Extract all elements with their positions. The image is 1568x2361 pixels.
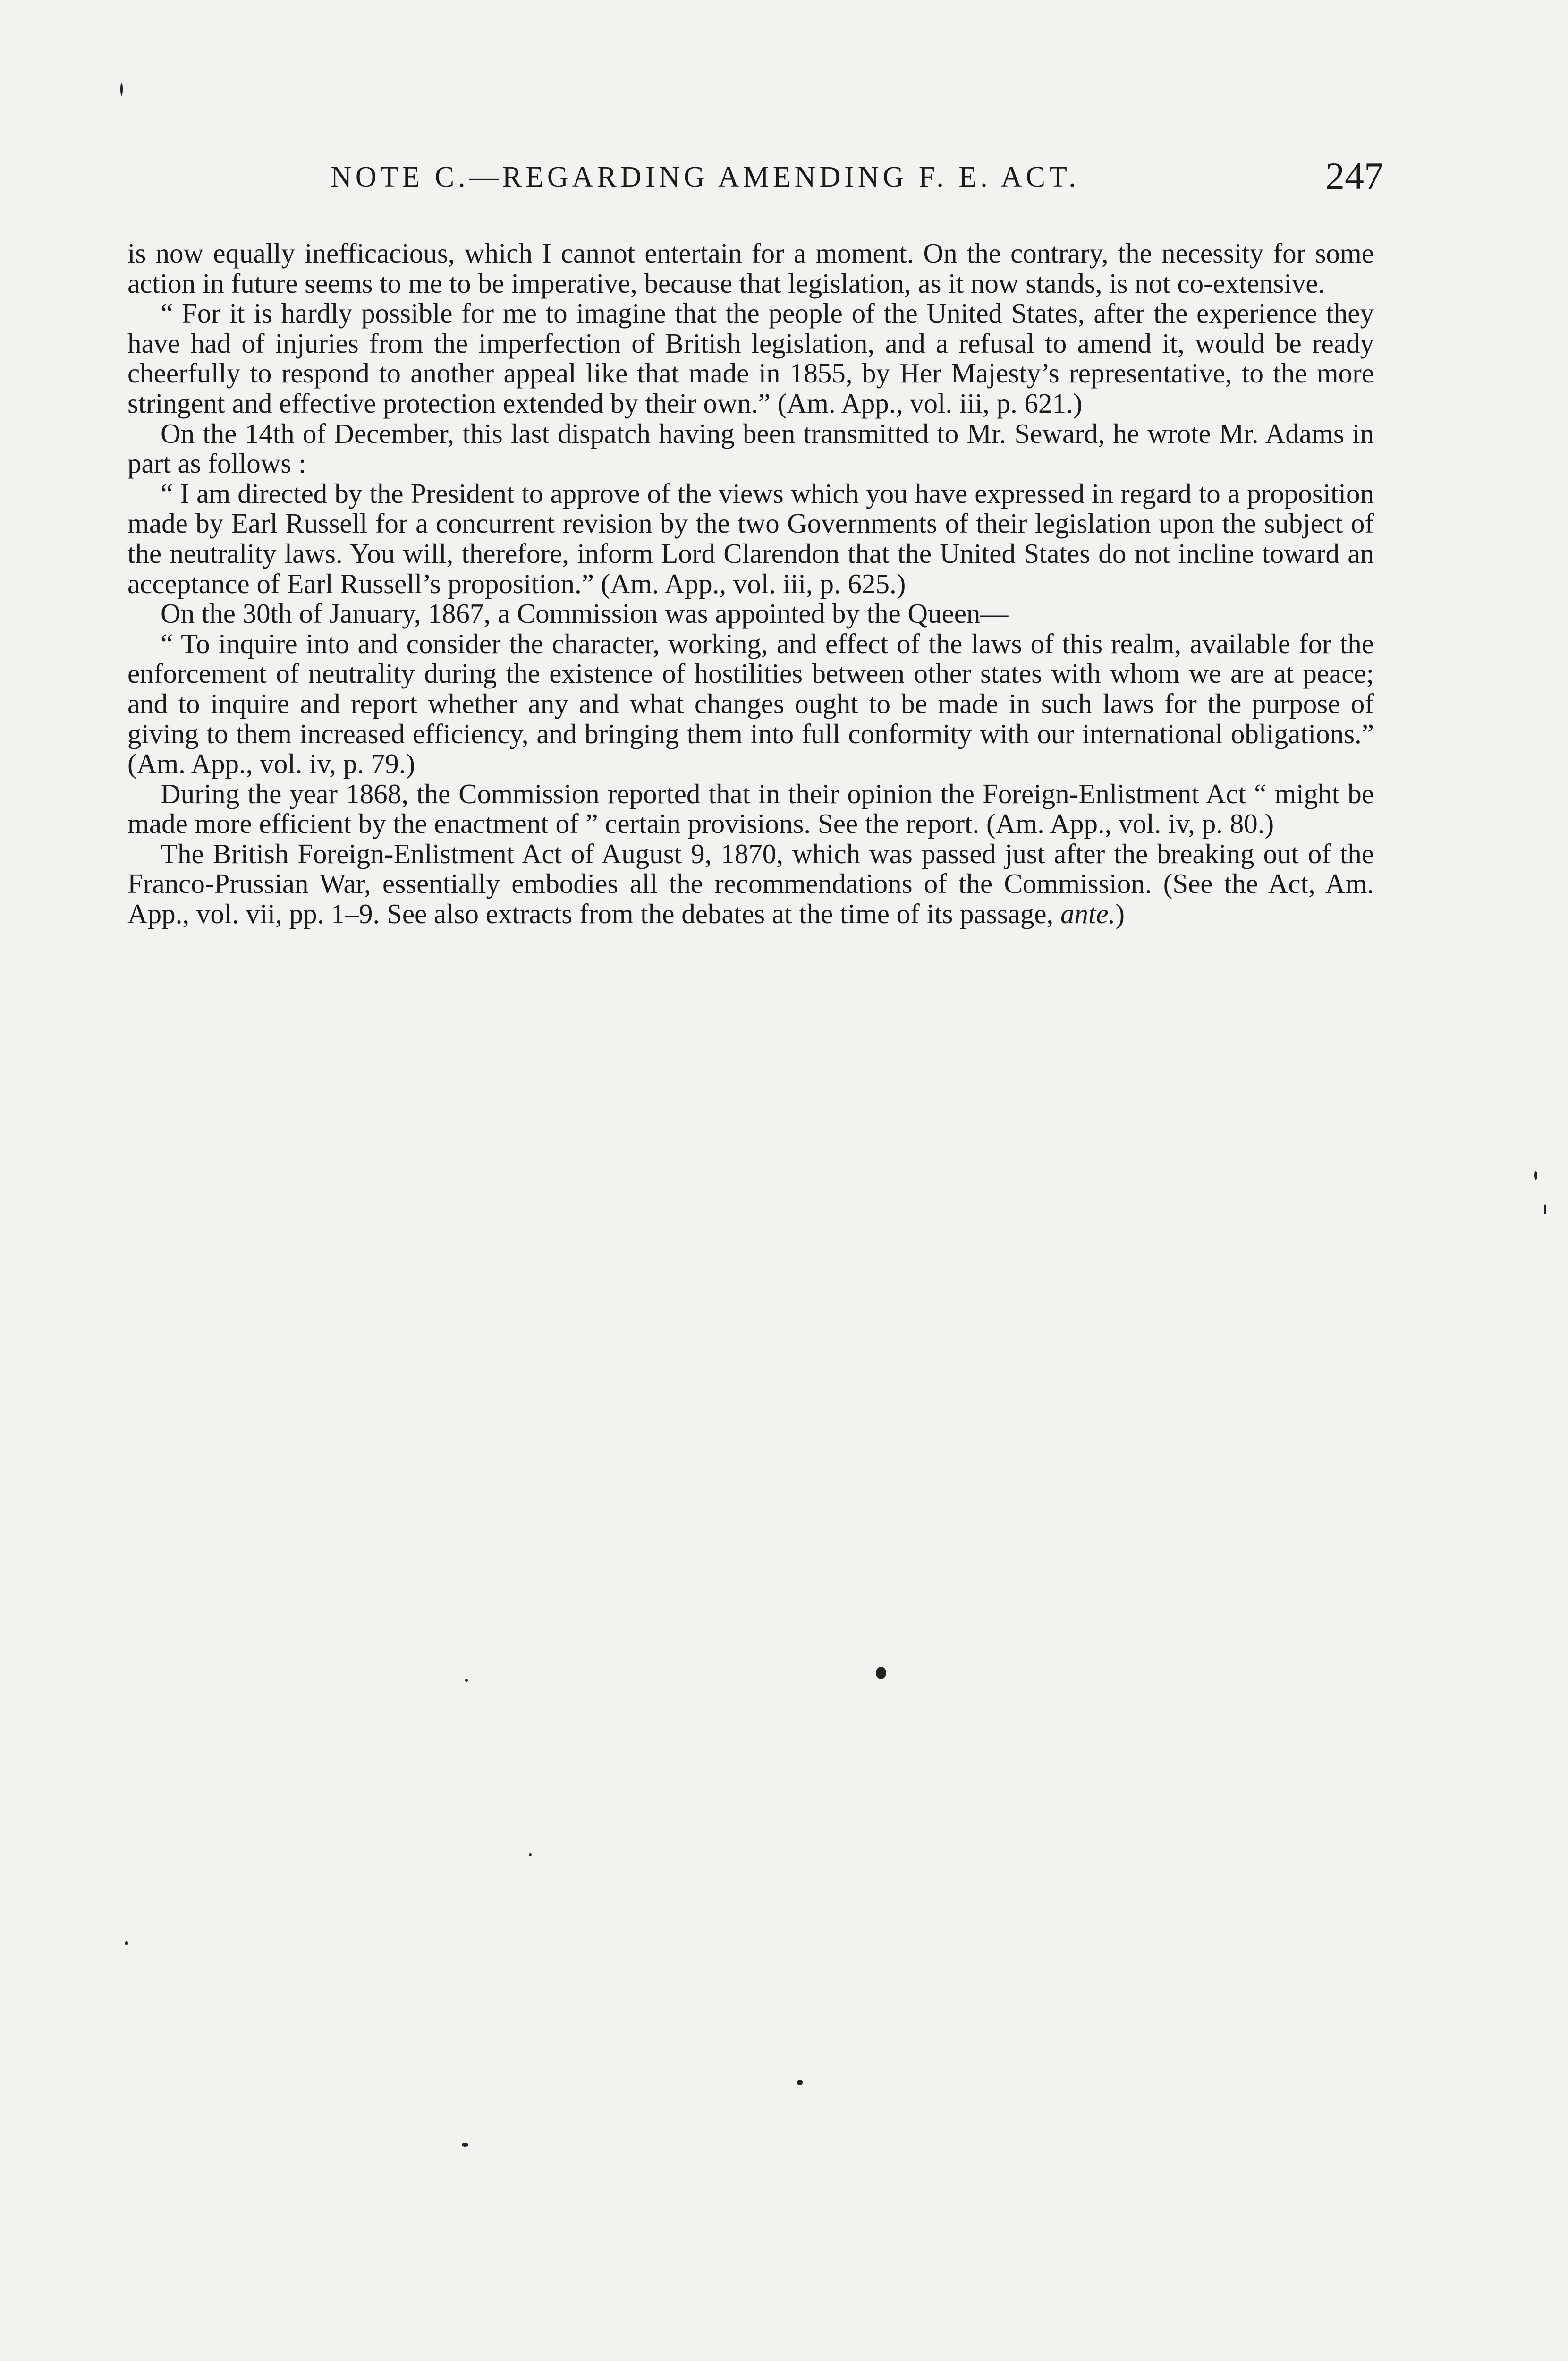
running-head: [127, 156, 1383, 208]
paragraph-text: The British Foreign-Enlistment Act of August 9, 1870, which was passed just after the breaking out of the Franco-Prussian War, essentially embodies all the recommendations of the Commission. (See the Act, Am. App., vol. vii, pp. 1–9. See also extracts from the debates at the time of its passage,: [127, 838, 1374, 930]
scan-speck: [462, 2143, 468, 2147]
paragraph: On the 14th of December, this last dispatch having been transmitted to Mr. Seward, he wrote Mr. Adams in part as follows :: [127, 417, 1374, 479]
scan-speck: [1534, 1171, 1537, 1180]
scan-speck: [465, 1679, 468, 1682]
scan-speck: [125, 1941, 128, 1945]
italic-reference: ante.: [1060, 898, 1116, 930]
quoted-paragraph: “ For it is hardly possible for me to imagine that the people of the United States, after the experience they have had of injuries from the imperfection of British legislation, and a refusal to amend it, would be ready cheerfully to respond to another appeal like that made in 1855, by Her Majesty’s representative, to the more stringent and effective protection extended by their own.” (Am. App., vol. iii, p. 621.): [127, 297, 1374, 419]
paragraph: is now equally inefficacious, which I cannot entertain for a moment. On the contrary, the necessity for some action in future seems to me to be imperative, because that legislation, as it now stands, is not co-extensive.: [127, 238, 1374, 299]
scan-speck: [1544, 1204, 1546, 1214]
scan-speck: [876, 1667, 886, 1679]
body-text: [127, 238, 1374, 929]
running-title: NOTE C.—REGARDING AMENDING F. E. ACT.: [331, 161, 1080, 193]
paragraph: During the year 1868, the Commission reported that in their opinion the Foreign-Enlistment Act “ might be made more efficient by the enactment of ” certain provisions. See the report. (Am. App., vol. iv, p. 80.): [127, 778, 1374, 840]
paragraph: [127, 839, 1374, 929]
quoted-paragraph: “ To inquire into and consider the character, working, and effect of the laws of this realm, available for the enforcement of neutrality during the existence of hostilities between other states with whom we are at peace; and to inquire and report whether any and what changes ought to be made in such laws for the purpose of giving to them increased efficiency, and bringing them into full conformity with our international obligations.” (Am. App., vol. iv, p. 79.): [127, 628, 1374, 780]
page-number: 247: [1325, 154, 1383, 197]
scan-speck: [120, 83, 123, 96]
paragraph: On the 30th of January, 1867, a Commission was appointed by the Queen—: [161, 598, 1009, 629]
scan-speck: [797, 2080, 803, 2085]
quoted-paragraph: “ I am directed by the President to approve of the views which you have expressed in regard to a proposition made by Earl Russell for a concurrent revision by the two Governments of their legislation upon the subject of the neutrality laws. You will, therefore, inform Lord Clarendon that the United States do not incline toward an acceptance of Earl Russell’s proposition.” (Am. App., vol. iii, p. 625.): [127, 477, 1374, 599]
scan-speck: [529, 1853, 532, 1856]
closing-paren: ): [1115, 898, 1125, 930]
